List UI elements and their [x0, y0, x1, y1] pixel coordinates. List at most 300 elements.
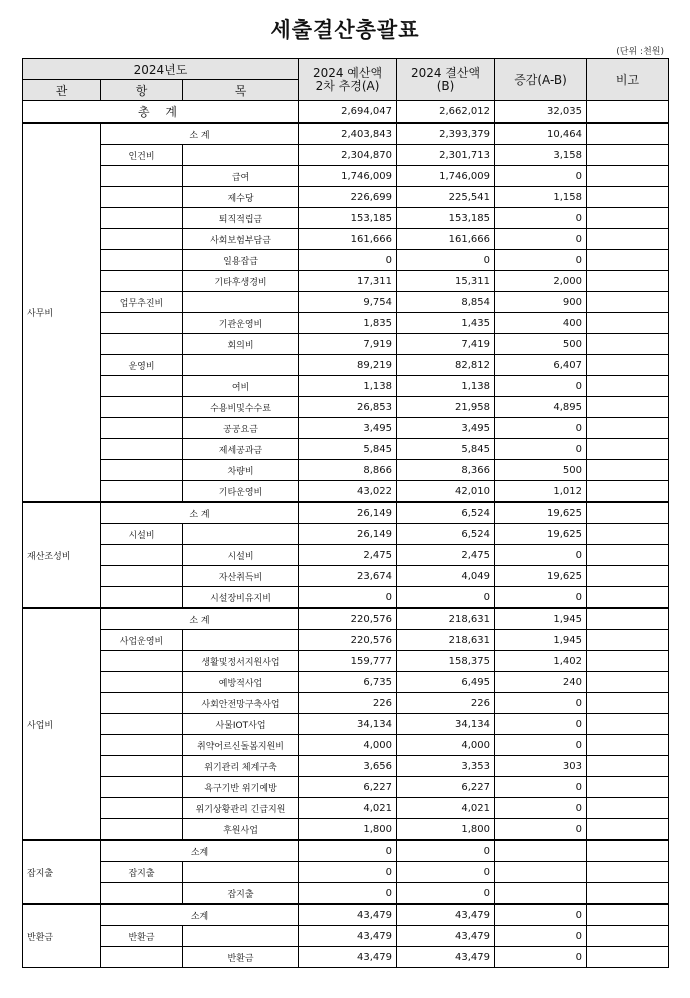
settlement-cell: 21,958 — [397, 397, 495, 418]
mok-cell: 생활및정서지원사업 — [183, 651, 299, 672]
table-row — [23, 840, 669, 862]
budget-cell: 0 — [299, 883, 397, 905]
budget-cell: 43,479 — [299, 926, 397, 947]
note-cell — [587, 587, 669, 609]
mok-cell: 시설비 — [183, 545, 299, 566]
budget-cell: 34,134 — [299, 714, 397, 735]
settlement-cell: 1,138 — [397, 376, 495, 397]
note-cell — [587, 250, 669, 271]
note-cell — [587, 693, 669, 714]
settlement-cell: 0 — [397, 587, 495, 609]
hang-cell — [101, 756, 183, 777]
table-row — [23, 672, 669, 693]
mok-cell: 퇴직적립금 — [183, 208, 299, 229]
mok-cell: 차량비 — [183, 460, 299, 481]
hang-cell — [101, 334, 183, 355]
diff-cell: 1,945 — [495, 630, 587, 651]
diff-cell: 500 — [495, 334, 587, 355]
hang-cell — [101, 376, 183, 397]
hang-cell — [101, 777, 183, 798]
mok-cell: 수용비및수수료 — [183, 397, 299, 418]
diff-cell: 0 — [495, 693, 587, 714]
settlement-cell: 6,524 — [397, 502, 495, 524]
budget-cell: 220,576 — [299, 630, 397, 651]
mok-cell — [183, 292, 299, 313]
settlement-cell: 2,475 — [397, 545, 495, 566]
note-cell — [587, 566, 669, 587]
hang-cell — [101, 545, 183, 566]
table-row — [23, 693, 669, 714]
note-cell — [587, 630, 669, 651]
table-row — [23, 334, 669, 355]
table-row — [23, 524, 669, 545]
settlement-cell: 153,185 — [397, 208, 495, 229]
diff-cell — [495, 840, 587, 862]
hang-cell — [101, 397, 183, 418]
total-budget: 2,694,047 — [299, 101, 397, 124]
mok-cell: 여비 — [183, 376, 299, 397]
budget-cell: 7,919 — [299, 334, 397, 355]
table-body — [23, 101, 669, 968]
settlement-table — [22, 58, 669, 968]
diff-cell: 0 — [495, 904, 587, 926]
settlement-cell: 4,000 — [397, 735, 495, 756]
hang-cell — [101, 418, 183, 439]
budget-cell: 0 — [299, 250, 397, 271]
hang-cell — [101, 250, 183, 271]
hang-cell — [101, 481, 183, 503]
diff-cell: 1,402 — [495, 651, 587, 672]
note-cell — [587, 524, 669, 545]
note-cell — [587, 166, 669, 187]
diff-cell: 0 — [495, 545, 587, 566]
diff-cell: 6,407 — [495, 355, 587, 376]
mok-cell: 시설장비유지비 — [183, 587, 299, 609]
total-settlement: 2,662,012 — [397, 101, 495, 124]
mok-cell — [183, 630, 299, 651]
budget-cell: 43,479 — [299, 947, 397, 968]
mok-cell: 위기관리 체계구축 — [183, 756, 299, 777]
settlement-cell: 8,854 — [397, 292, 495, 313]
budget-cell: 226 — [299, 693, 397, 714]
diff-cell: 0 — [495, 166, 587, 187]
settlement-cell: 226 — [397, 693, 495, 714]
note-cell — [587, 145, 669, 166]
diff-cell: 0 — [495, 439, 587, 460]
note-cell — [587, 862, 669, 883]
settlement-cell: 158,375 — [397, 651, 495, 672]
diff-cell: 0 — [495, 947, 587, 968]
table-row — [23, 397, 669, 418]
diff-cell: 303 — [495, 756, 587, 777]
hang-cell: 인건비 — [101, 145, 183, 166]
subtotal-label: 소 계 — [101, 123, 299, 145]
settlement-cell: 43,479 — [397, 947, 495, 968]
diff-cell: 0 — [495, 926, 587, 947]
diff-cell: 0 — [495, 376, 587, 397]
total-diff: 32,035 — [495, 101, 587, 124]
mok-cell: 사물IOT사업 — [183, 714, 299, 735]
settlement-cell: 6,227 — [397, 777, 495, 798]
hang-cell — [101, 735, 183, 756]
diff-cell: 0 — [495, 587, 587, 609]
hang-cell — [101, 819, 183, 841]
settlement-cell: 6,495 — [397, 672, 495, 693]
budget-cell: 1,835 — [299, 313, 397, 334]
table-row — [23, 250, 669, 271]
diff-cell: 0 — [495, 250, 587, 271]
table-row — [23, 229, 669, 250]
mok-cell: 취약어르신돌봄지원비 — [183, 735, 299, 756]
budget-cell: 153,185 — [299, 208, 397, 229]
settlement-cell: 7,419 — [397, 334, 495, 355]
gwan-cell: 재산조성비 — [23, 502, 101, 608]
diff-cell: 0 — [495, 798, 587, 819]
table-row — [23, 313, 669, 334]
diff-cell — [495, 862, 587, 883]
budget-cell: 26,853 — [299, 397, 397, 418]
gwan-header: 관 — [23, 80, 101, 101]
diff-cell: 500 — [495, 460, 587, 481]
mok-cell: 공공요금 — [183, 418, 299, 439]
mok-cell: 반환금 — [183, 947, 299, 968]
diff-cell: 19,625 — [495, 566, 587, 587]
settlement-header — [397, 59, 495, 101]
diff-cell: 0 — [495, 819, 587, 841]
diff-cell: 240 — [495, 672, 587, 693]
diff-cell: 0 — [495, 418, 587, 439]
budget-cell: 5,845 — [299, 439, 397, 460]
table-row — [23, 187, 669, 208]
budget-cell: 23,674 — [299, 566, 397, 587]
settlement-cell: 43,479 — [397, 904, 495, 926]
total-note — [587, 101, 669, 124]
mok-cell: 제수당 — [183, 187, 299, 208]
budget-cell: 159,777 — [299, 651, 397, 672]
budget-cell: 8,866 — [299, 460, 397, 481]
note-cell — [587, 123, 669, 145]
note-cell — [587, 926, 669, 947]
hang-cell: 운영비 — [101, 355, 183, 376]
budget-cell: 89,219 — [299, 355, 397, 376]
mok-header: 목 — [183, 80, 299, 101]
note-cell — [587, 756, 669, 777]
budget-cell: 3,656 — [299, 756, 397, 777]
mok-cell: 후원사업 — [183, 819, 299, 841]
budget-cell: 0 — [299, 862, 397, 883]
budget-cell: 4,000 — [299, 735, 397, 756]
settlement-cell: 1,435 — [397, 313, 495, 334]
table-row — [23, 566, 669, 587]
settlement-cell: 4,021 — [397, 798, 495, 819]
settlement-cell: 3,353 — [397, 756, 495, 777]
mok-cell: 자산취득비 — [183, 566, 299, 587]
diff-cell: 0 — [495, 777, 587, 798]
note-cell — [587, 292, 669, 313]
table-row — [23, 883, 669, 905]
unit-label: (단위 :천원) — [616, 47, 664, 57]
budget-cell: 1,746,009 — [299, 166, 397, 187]
mok-cell: 제세공과금 — [183, 439, 299, 460]
budget-cell: 0 — [299, 587, 397, 609]
table-row — [23, 208, 669, 229]
table-row — [23, 904, 669, 926]
diff-cell: 0 — [495, 735, 587, 756]
table-row — [23, 271, 669, 292]
hang-cell: 사업운영비 — [101, 630, 183, 651]
settlement-cell: 82,812 — [397, 355, 495, 376]
table-row — [23, 502, 669, 524]
gwan-cell: 잡지출 — [23, 840, 101, 904]
table-row — [23, 714, 669, 735]
gwan-cell: 반환금 — [23, 904, 101, 968]
subtotal-label: 소계 — [101, 840, 299, 862]
settlement-cell: 218,631 — [397, 608, 495, 630]
subtotal-label: 소 계 — [101, 502, 299, 524]
diff-cell: 10,464 — [495, 123, 587, 145]
hang-cell — [101, 271, 183, 292]
hang-cell — [101, 587, 183, 609]
hang-cell — [101, 566, 183, 587]
mok-cell: 욕구기반 위기예방 — [183, 777, 299, 798]
note-cell — [587, 904, 669, 926]
hang-cell — [101, 651, 183, 672]
settlement-cell: 2,393,379 — [397, 123, 495, 145]
note-cell — [587, 947, 669, 968]
mok-cell: 회의비 — [183, 334, 299, 355]
settlement-cell: 43,479 — [397, 926, 495, 947]
settlement-cell: 0 — [397, 862, 495, 883]
hang-cell — [101, 693, 183, 714]
settlement-cell: 5,845 — [397, 439, 495, 460]
hang-cell: 반환금 — [101, 926, 183, 947]
settlement-cell: 161,666 — [397, 229, 495, 250]
budget-cell: 226,699 — [299, 187, 397, 208]
note-cell — [587, 460, 669, 481]
note-cell — [587, 819, 669, 841]
budget-cell: 26,149 — [299, 524, 397, 545]
table-row — [23, 292, 669, 313]
hang-cell — [101, 208, 183, 229]
note-cell — [587, 545, 669, 566]
budget-cell: 43,479 — [299, 904, 397, 926]
budget-cell: 1,138 — [299, 376, 397, 397]
note-cell — [587, 313, 669, 334]
mok-cell: 위기상황관리 긴급지원 — [183, 798, 299, 819]
table-row — [23, 735, 669, 756]
diff-cell: 0 — [495, 229, 587, 250]
hang-cell: 시설비 — [101, 524, 183, 545]
hang-cell — [101, 166, 183, 187]
hang-cell: 잡지출 — [101, 862, 183, 883]
diff-cell: 2,000 — [495, 271, 587, 292]
hang-cell — [101, 798, 183, 819]
note-cell — [587, 229, 669, 250]
table-row — [23, 608, 669, 630]
diff-cell: 19,625 — [495, 524, 587, 545]
table-row — [23, 777, 669, 798]
subtotal-label: 소 계 — [101, 608, 299, 630]
hang-cell — [101, 460, 183, 481]
mok-cell: 급여 — [183, 166, 299, 187]
hang-cell — [101, 672, 183, 693]
mok-cell — [183, 355, 299, 376]
note-cell — [587, 355, 669, 376]
hang-cell — [101, 187, 183, 208]
mok-cell — [183, 145, 299, 166]
total-label: 총 계 — [23, 101, 299, 124]
hang-cell — [101, 947, 183, 968]
mok-cell: 일용잡급 — [183, 250, 299, 271]
diff-cell: 1,158 — [495, 187, 587, 208]
table-row — [23, 947, 669, 968]
diff-cell — [495, 883, 587, 905]
page-title: 세출결산총괄표 — [270, 18, 420, 42]
table-row — [23, 460, 669, 481]
note-cell — [587, 714, 669, 735]
budget-cell: 220,576 — [299, 608, 397, 630]
note-cell — [587, 502, 669, 524]
note-cell — [587, 376, 669, 397]
mok-cell: 기관운영비 — [183, 313, 299, 334]
budget-cell: 9,754 — [299, 292, 397, 313]
table-row — [23, 756, 669, 777]
note-cell — [587, 397, 669, 418]
note-cell — [587, 481, 669, 503]
table-row — [23, 630, 669, 651]
note-cell — [587, 672, 669, 693]
settlement-cell: 42,010 — [397, 481, 495, 503]
hang-cell — [101, 313, 183, 334]
diff-cell: 3,158 — [495, 145, 587, 166]
note-cell — [587, 651, 669, 672]
diff-cell: 4,895 — [495, 397, 587, 418]
settlement-cell: 218,631 — [397, 630, 495, 651]
diff-header: 증감(A-B) — [495, 59, 587, 101]
budget-cell: 26,149 — [299, 502, 397, 524]
mok-cell: 사회보험부담금 — [183, 229, 299, 250]
note-header: 비고 — [587, 59, 669, 101]
mok-cell: 기타운영비 — [183, 481, 299, 503]
gwan-cell: 사업비 — [23, 608, 101, 840]
note-cell — [587, 608, 669, 630]
gwan-cell: 사무비 — [23, 123, 101, 502]
hang-header: 항 — [101, 80, 183, 101]
settlement-header-text: 2024 결산액 (B) — [410, 65, 481, 93]
note-cell — [587, 840, 669, 862]
note-cell — [587, 334, 669, 355]
settlement-cell: 1,800 — [397, 819, 495, 841]
table-row — [23, 166, 669, 187]
settlement-cell: 15,311 — [397, 271, 495, 292]
table-row — [23, 481, 669, 503]
diff-cell: 400 — [495, 313, 587, 334]
diff-cell: 0 — [495, 714, 587, 735]
table-row — [23, 145, 669, 166]
mok-cell — [183, 862, 299, 883]
table-row — [23, 587, 669, 609]
budget-header — [299, 59, 397, 101]
settlement-cell: 0 — [397, 840, 495, 862]
mok-cell: 예방적사업 — [183, 672, 299, 693]
diff-cell: 1,945 — [495, 608, 587, 630]
hang-cell — [101, 439, 183, 460]
settlement-cell: 0 — [397, 250, 495, 271]
note-cell — [587, 187, 669, 208]
note-cell — [587, 418, 669, 439]
year-group-header: 2024년도 — [23, 59, 299, 80]
table-row — [23, 355, 669, 376]
settlement-cell: 4,049 — [397, 566, 495, 587]
hang-cell — [101, 714, 183, 735]
table-row — [23, 439, 669, 460]
budget-header-text: 2024 예산액 2차 추경(A) — [312, 65, 383, 93]
settlement-cell: 2,301,713 — [397, 145, 495, 166]
budget-cell: 3,495 — [299, 418, 397, 439]
table-row — [23, 798, 669, 819]
settlement-cell: 1,746,009 — [397, 166, 495, 187]
note-cell — [587, 883, 669, 905]
budget-cell: 161,666 — [299, 229, 397, 250]
table-row — [23, 862, 669, 883]
settlement-cell: 225,541 — [397, 187, 495, 208]
mok-cell: 잡지출 — [183, 883, 299, 905]
budget-cell: 17,311 — [299, 271, 397, 292]
budget-cell: 43,022 — [299, 481, 397, 503]
budget-cell: 4,021 — [299, 798, 397, 819]
budget-cell: 2,475 — [299, 545, 397, 566]
note-cell — [587, 208, 669, 229]
mok-cell: 사회안전망구축사업 — [183, 693, 299, 714]
note-cell — [587, 271, 669, 292]
budget-cell: 2,403,843 — [299, 123, 397, 145]
note-cell — [587, 735, 669, 756]
total-row — [23, 101, 669, 124]
mok-cell — [183, 524, 299, 545]
settlement-cell: 6,524 — [397, 524, 495, 545]
hang-cell: 업무추진비 — [101, 292, 183, 313]
table-row — [23, 545, 669, 566]
budget-cell: 6,227 — [299, 777, 397, 798]
settlement-cell: 3,495 — [397, 418, 495, 439]
diff-cell: 900 — [495, 292, 587, 313]
hang-cell — [101, 883, 183, 905]
table-row — [23, 376, 669, 397]
table-row — [23, 926, 669, 947]
diff-cell: 19,625 — [495, 502, 587, 524]
note-cell — [587, 777, 669, 798]
table-row — [23, 123, 669, 145]
mok-cell — [183, 926, 299, 947]
note-cell — [587, 798, 669, 819]
diff-cell: 1,012 — [495, 481, 587, 503]
settlement-cell: 34,134 — [397, 714, 495, 735]
budget-cell: 2,304,870 — [299, 145, 397, 166]
settlement-cell: 8,366 — [397, 460, 495, 481]
subtotal-label: 소계 — [101, 904, 299, 926]
mok-cell: 기타후생경비 — [183, 271, 299, 292]
diff-cell: 0 — [495, 208, 587, 229]
budget-cell: 6,735 — [299, 672, 397, 693]
budget-cell: 0 — [299, 840, 397, 862]
hang-cell — [101, 229, 183, 250]
settlement-cell: 0 — [397, 883, 495, 905]
table-row — [23, 418, 669, 439]
table-row — [23, 819, 669, 841]
table-row — [23, 651, 669, 672]
budget-cell: 1,800 — [299, 819, 397, 841]
note-cell — [587, 439, 669, 460]
